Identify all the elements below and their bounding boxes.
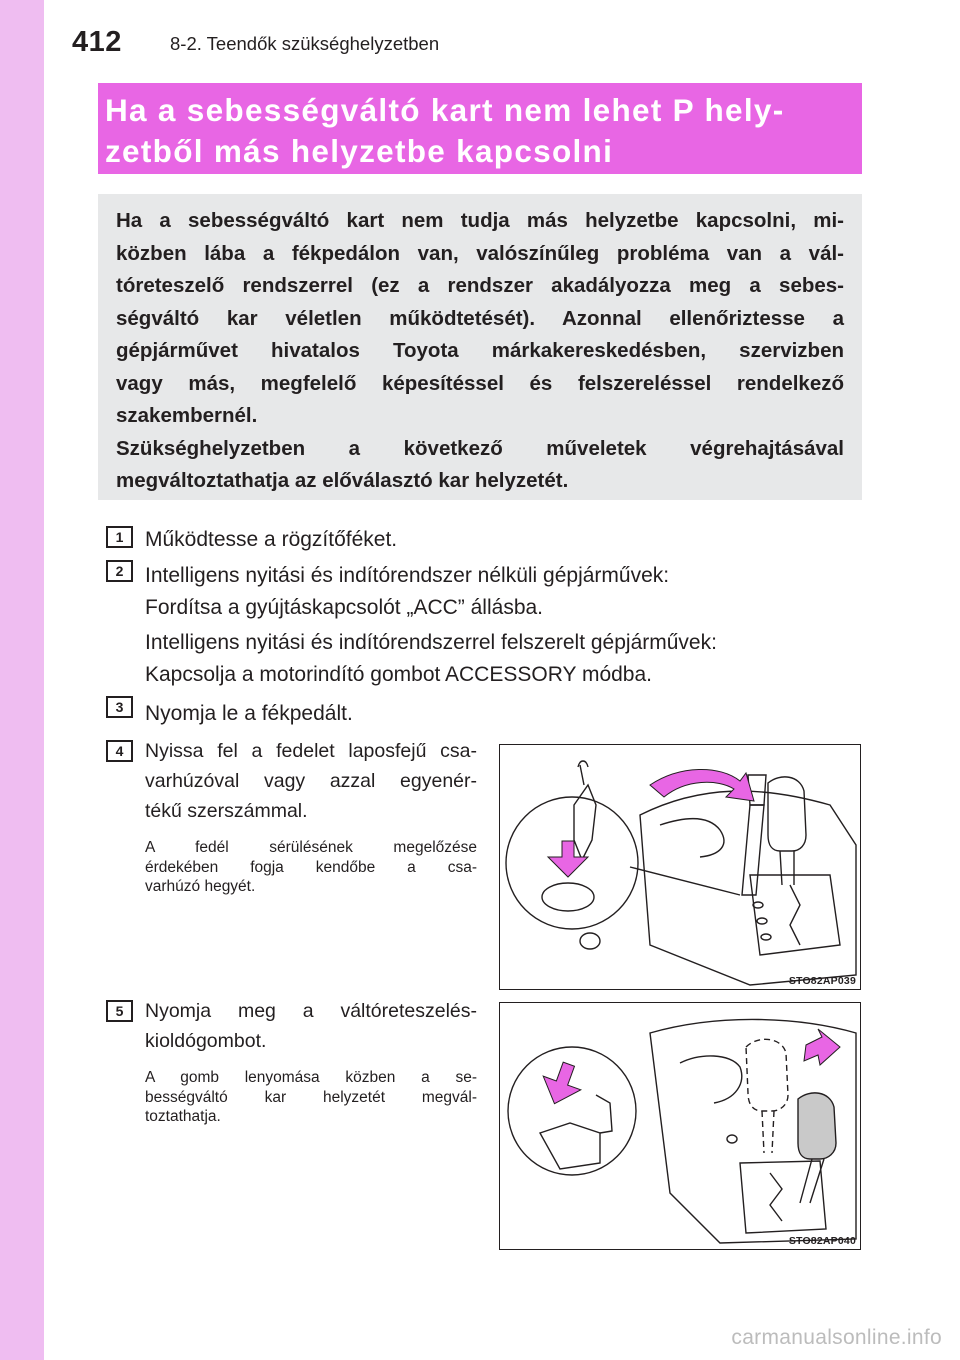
shift-knob [768,777,806,851]
step-5-note-line: toztathatja. [145,1108,221,1125]
step-5-text [145,996,477,1127]
step-4-text [145,736,477,897]
step-4-line: varhúzóval vagy azzal egyenér- [145,770,477,792]
step-5-line: Nyomja meg a váltóreteszelés- [145,1000,477,1022]
step-number-1: 1 [106,526,133,548]
step-2-line: Intelligens nyitási és indítórendszer nélküli gépjárművek: [145,564,670,587]
intro-line: megváltoztathatja az előválasztó kar helyzetét. [116,469,569,492]
step-number-5: 5 [106,1000,133,1022]
watermark: carmanualsonline.info [731,1326,942,1349]
step-number-2: 2 [106,560,133,582]
illustration-shift-lock-release [500,1003,860,1249]
screwdriver-inset [574,765,596,860]
breadcrumb: 8-2. Teendők szükséghelyzetben [170,33,440,54]
step-4-line: tékű szerszámmal. [145,800,308,822]
section-title-line: zetből más helyzetbe kapcsolni [105,133,614,169]
figure-shift-lock-release [499,1002,861,1250]
step-4-line: Nyissa fel a fedelet laposfejű csa- [145,740,477,762]
step-5-note-line: A gomb lenyomása közben a se- [145,1069,477,1086]
step-number-4: 4 [106,740,133,762]
push-arrow-inset [548,841,588,877]
step-number-3: 3 [106,696,133,718]
intro-line: gépjárművet hivatalos Toyota márkakereskedésben, szervizben [116,339,844,362]
page-number: 412 [72,26,122,58]
section-title-banner [98,83,862,174]
intro-line: ségváltó kar véletlen működtetését). Azonnal ellenőriztesse a [116,306,844,330]
step-2-line: Intelligens nyitási és indítórendszerrel felszerelt gépjárművek: [145,631,717,654]
section-title-line: Ha a sebességváltó kart nem lehet P hely- [105,92,785,128]
screwdriver-main [742,805,764,895]
step-4-note-line: varhúzó hegyét. [145,878,256,895]
intro-line: Ha a sebességváltó kart nem tudja más helyzetbe kapcsolni, mi- [116,209,844,232]
intro-line: Szükséghelyzetben a következő műveletek végrehajtásával [116,436,844,460]
step-2-line: Fordítsa a gyújtáskapcsolót „ACC” állásba. [145,596,544,619]
intro-line: vagy más, megfelelő képesítéssel és felszereléssel rendelkező [116,371,844,395]
step-5-line: kioldógombot. [145,1030,267,1052]
illustration-open-cover [500,745,860,989]
step-1-text: Működtesse a rögzítőféket. [145,528,398,551]
push-arrow-inset [536,1057,588,1110]
figure-code: STO82AP039 [788,975,856,987]
figure-code: STO82AP040 [788,1235,856,1247]
step-4-note-line: érdekében fogja kendőbe a csa- [145,858,477,876]
step-4-note-line: A fedél sérülésének megelőzése [145,839,477,856]
rotation-arrow [650,769,754,801]
figure-screwdriver-cover [499,744,861,990]
step-2-line: Kapcsolja a motorindító gombot ACCESSORY módba. [145,663,652,686]
intro-box [98,194,862,500]
intro-line: tóreteszelő rendszerrel (ez a rendszer akadályozza meg a sebes- [116,274,844,297]
side-color-band [0,0,44,1360]
shift-knob-moved [798,1093,836,1159]
intro-line: közben lába a fékpedálon van, valószínűleg probléma van a vál- [116,241,844,265]
shift-knob-ghost [746,1039,788,1111]
intro-line: szakembernél. [116,404,258,427]
step-3-text: Nyomja le a fékpedált. [145,702,353,725]
move-arrow [804,1029,840,1065]
step-5-note-line: bességváltó kar helyzetét megvál- [145,1088,477,1106]
